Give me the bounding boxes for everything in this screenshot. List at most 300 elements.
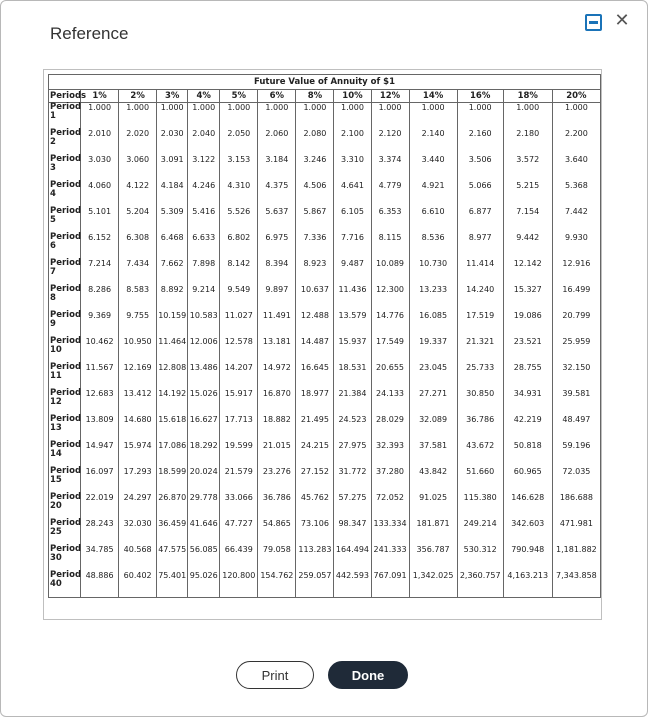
table-cell — [157, 181, 188, 207]
table-cell — [188, 467, 220, 493]
table-cell — [371, 259, 409, 285]
table-cell — [119, 467, 157, 493]
table-cell — [188, 415, 220, 441]
cell-value: 11.027 — [224, 311, 253, 320]
table-cell — [371, 233, 409, 259]
cell-value: 2.010 — [88, 129, 112, 138]
table-cell — [188, 337, 220, 363]
cell-value: 14.776 — [376, 311, 405, 320]
header-rate: 18% — [503, 90, 552, 103]
table-cell — [258, 311, 296, 337]
cell-value: 1.000 — [468, 103, 492, 112]
table-cell — [457, 259, 503, 285]
cell-value: 1,342.025 — [412, 571, 454, 580]
table-cell — [296, 103, 334, 130]
table-cell — [296, 571, 334, 598]
cell-value: 17.713 — [224, 415, 253, 424]
header-rate: 14% — [409, 90, 457, 103]
cell-value: 6.152 — [88, 233, 112, 242]
table-cell — [409, 259, 457, 285]
table-cell — [334, 493, 371, 519]
table-cell — [220, 415, 258, 441]
table-row — [49, 363, 601, 389]
cell-value: 18.599 — [158, 467, 187, 476]
row-label: Period 2 — [49, 129, 81, 155]
table-cell — [157, 155, 188, 181]
cell-value: 9.897 — [265, 285, 289, 294]
table-cell — [188, 311, 220, 337]
cell-value: 24.215 — [300, 441, 329, 450]
table-cell — [119, 129, 157, 155]
table-cell — [258, 441, 296, 467]
cell-value: 2.120 — [378, 129, 402, 138]
cell-value: 5.204 — [126, 207, 150, 216]
cell-value: 6.877 — [468, 207, 492, 216]
cell-value: 28.243 — [85, 519, 114, 528]
cell-value: 14.192 — [158, 389, 187, 398]
cell-value: 7.214 — [88, 259, 112, 268]
cell-value: 20.024 — [189, 467, 218, 476]
cell-value: 45.762 — [300, 493, 329, 502]
cell-value: 24.523 — [338, 415, 367, 424]
table-cell — [81, 233, 119, 259]
cell-value: 25.959 — [562, 337, 591, 346]
table-row — [49, 571, 601, 598]
cell-value: 60.965 — [513, 467, 542, 476]
table-cell — [119, 103, 157, 130]
cell-value: 3.374 — [378, 155, 402, 164]
table-cell — [457, 233, 503, 259]
table-caption: Future Value of Annuity of $1 — [49, 75, 601, 90]
table-cell — [188, 363, 220, 389]
table-cell — [334, 181, 371, 207]
table-cell — [371, 467, 409, 493]
cell-value: 4.310 — [227, 181, 251, 190]
table-cell — [188, 155, 220, 181]
table-cell — [457, 571, 503, 598]
table-cell — [457, 545, 503, 571]
cell-value: 1,181.882 — [556, 545, 597, 554]
table-cell — [503, 441, 552, 467]
cell-value: 36.786 — [466, 415, 495, 424]
header-rate: 1% — [81, 90, 119, 103]
minimize-button[interactable] — [585, 14, 602, 31]
cell-value: 34.931 — [513, 389, 542, 398]
table-cell — [258, 415, 296, 441]
table-cell — [371, 285, 409, 311]
cell-value: 23.045 — [419, 363, 448, 372]
table-cell — [503, 285, 552, 311]
table-cell — [220, 311, 258, 337]
table-cell — [258, 233, 296, 259]
cell-value: 5.066 — [468, 181, 492, 190]
cell-value: 2.100 — [341, 129, 364, 138]
table-cell — [457, 363, 503, 389]
table-cell — [457, 311, 503, 337]
cell-value: 12.300 — [376, 285, 405, 294]
table-cell — [157, 545, 188, 571]
cell-value: 20.799 — [562, 311, 591, 320]
table-cell — [409, 311, 457, 337]
cell-value: 16.870 — [262, 389, 291, 398]
table-cell — [503, 519, 552, 545]
table-cell — [457, 337, 503, 363]
cell-value: 32.393 — [376, 441, 405, 450]
table-row — [49, 493, 601, 519]
table-cell — [334, 103, 371, 130]
table-cell — [334, 571, 371, 598]
cell-value: 6.633 — [192, 233, 216, 242]
table-cell — [296, 337, 334, 363]
table-cell — [157, 493, 188, 519]
table-cell — [188, 259, 220, 285]
cell-value: 7.154 — [516, 207, 540, 216]
table-cell — [334, 545, 371, 571]
table-cell — [119, 207, 157, 233]
cell-value: 18.531 — [338, 363, 367, 372]
table-cell — [503, 389, 552, 415]
cell-value: 15.026 — [189, 389, 218, 398]
table-row — [49, 519, 601, 545]
cell-value: 530.312 — [463, 545, 497, 554]
cell-value: 91.025 — [419, 493, 448, 502]
header-rate: 20% — [552, 90, 600, 103]
cell-value: 442.593 — [335, 571, 370, 580]
table-cell — [409, 181, 457, 207]
header-rate: 10% — [334, 90, 371, 103]
table-cell — [457, 519, 503, 545]
cell-value: 12.683 — [85, 389, 114, 398]
row-label: Period 12 — [49, 389, 81, 415]
cell-value: 16.085 — [419, 311, 448, 320]
dialog-title: Reference — [50, 24, 129, 43]
table-cell — [81, 519, 119, 545]
cell-value: 32.030 — [123, 519, 152, 528]
cell-value: 4.375 — [265, 181, 289, 190]
table-cell — [552, 311, 600, 337]
cell-value: 72.035 — [562, 467, 591, 476]
table-cell — [81, 415, 119, 441]
cell-value: 3.506 — [468, 155, 492, 164]
cell-value: 19.337 — [419, 337, 448, 346]
table-cell — [119, 181, 157, 207]
cell-value: 6.308 — [126, 233, 150, 242]
table-cell — [296, 441, 334, 467]
table-cell — [503, 571, 552, 598]
table-cell — [296, 233, 334, 259]
cell-value: 767.091 — [373, 571, 407, 580]
cell-value: 12.488 — [300, 311, 329, 320]
table-cell — [503, 103, 552, 130]
table-cell — [409, 285, 457, 311]
cell-value: 6.468 — [160, 233, 184, 242]
cell-value: 10.462 — [85, 337, 114, 346]
cell-value: 75.401 — [158, 571, 187, 580]
cell-value: 10.637 — [300, 285, 329, 294]
cell-value: 2.160 — [468, 129, 492, 138]
row-label: Period 13 — [49, 415, 81, 441]
row-label: Period 6 — [49, 233, 81, 259]
table-cell — [552, 467, 600, 493]
table-cell — [457, 207, 503, 233]
cell-value: 3.640 — [564, 155, 588, 164]
table-cell — [409, 155, 457, 181]
table-cell — [157, 285, 188, 311]
table-row — [49, 389, 601, 415]
cell-value: 16.627 — [189, 415, 218, 424]
table-cell — [119, 363, 157, 389]
table-cell — [371, 311, 409, 337]
cell-value: 13.181 — [262, 337, 291, 346]
table-cell — [296, 545, 334, 571]
cell-value: 7.336 — [303, 233, 327, 242]
cell-value: 3.060 — [126, 155, 150, 164]
table-cell — [258, 363, 296, 389]
table-cell — [334, 415, 371, 441]
print-button[interactable]: Print — [236, 661, 314, 689]
table-row — [49, 155, 601, 181]
table-cell — [371, 337, 409, 363]
cell-value: 59.196 — [562, 441, 591, 450]
cell-value: 12.142 — [513, 259, 542, 268]
table-cell — [503, 467, 552, 493]
cell-value: 8.394 — [265, 259, 289, 268]
table-row — [49, 285, 601, 311]
table-cell — [296, 467, 334, 493]
table-cell — [220, 545, 258, 571]
row-label: Period 30 — [49, 545, 81, 571]
table-cell — [220, 363, 258, 389]
row-label: Period 25 — [49, 519, 81, 545]
cell-value: 19.086 — [513, 311, 542, 320]
header-rate: 6% — [258, 90, 296, 103]
cell-value: 8.583 — [126, 285, 150, 294]
close-button[interactable]: ✕ — [614, 10, 630, 30]
table-cell — [503, 155, 552, 181]
table-cell — [503, 337, 552, 363]
table-cell — [258, 389, 296, 415]
cell-value: 48.886 — [85, 571, 114, 580]
table-cell — [552, 129, 600, 155]
cell-value: 34.785 — [85, 545, 114, 554]
cell-value: 25.733 — [466, 363, 495, 372]
cell-value: 3.572 — [516, 155, 540, 164]
cell-value: 113.283 — [298, 545, 332, 554]
table-cell — [157, 389, 188, 415]
table-cell — [457, 285, 503, 311]
cell-value: 24.133 — [376, 389, 405, 398]
table-cell — [258, 519, 296, 545]
table-cell — [409, 545, 457, 571]
cell-value: 40.568 — [123, 545, 152, 554]
row-label: Period 4 — [49, 181, 81, 207]
cell-value: 23.276 — [262, 467, 291, 476]
cell-value: 4.779 — [378, 181, 402, 190]
cell-value: 259.057 — [298, 571, 332, 580]
table-cell — [296, 285, 334, 311]
cell-value: 36.786 — [262, 493, 291, 502]
table-cell — [552, 571, 600, 598]
table-cell — [503, 233, 552, 259]
cell-value: 17.519 — [466, 311, 495, 320]
header-rate: 4% — [188, 90, 220, 103]
cell-value: 14.207 — [224, 363, 253, 372]
table-cell — [81, 181, 119, 207]
cell-value: 5.637 — [265, 207, 289, 216]
cell-value: 7.716 — [341, 233, 364, 242]
header-rate: 5% — [220, 90, 258, 103]
table-cell — [503, 207, 552, 233]
table-cell — [119, 571, 157, 598]
cell-value: 342.603 — [511, 519, 545, 528]
row-label: Period 20 — [49, 493, 81, 519]
table-cell — [188, 389, 220, 415]
cell-value: 7.434 — [126, 259, 150, 268]
table-cell — [334, 207, 371, 233]
table-cell — [220, 441, 258, 467]
table-cell — [220, 181, 258, 207]
table-cell — [409, 441, 457, 467]
cell-value: 16.097 — [85, 467, 114, 476]
table-cell — [334, 259, 371, 285]
table-cell — [188, 545, 220, 571]
cell-value: 48.497 — [562, 415, 591, 424]
table-cell — [188, 571, 220, 598]
table-cell — [119, 389, 157, 415]
table-cell — [296, 181, 334, 207]
table-cell — [119, 311, 157, 337]
cell-value: 27.271 — [419, 389, 448, 398]
table-cell — [220, 207, 258, 233]
table-cell — [296, 129, 334, 155]
cell-value: 5.309 — [160, 207, 184, 216]
table-cell — [371, 363, 409, 389]
cell-value: 39.581 — [562, 389, 591, 398]
table-cell — [296, 519, 334, 545]
table-cell — [503, 311, 552, 337]
table-cell — [334, 441, 371, 467]
row-label: Period 5 — [49, 207, 81, 233]
table-cell — [258, 129, 296, 155]
cell-value: 27.152 — [300, 467, 329, 476]
cell-value: 36.459 — [158, 519, 187, 528]
cell-value: 2.200 — [564, 129, 588, 138]
cell-value: 12.916 — [562, 259, 591, 268]
table-row — [49, 337, 601, 363]
table-cell — [81, 103, 119, 130]
cell-value: 43.672 — [466, 441, 495, 450]
cell-value: 14.680 — [123, 415, 152, 424]
cell-value: 29.778 — [189, 493, 218, 502]
cell-value: 56.085 — [189, 545, 218, 554]
table-cell — [157, 571, 188, 598]
table-cell — [371, 181, 409, 207]
table-cell — [552, 545, 600, 571]
cell-value: 4.122 — [126, 181, 150, 190]
table-cell — [258, 285, 296, 311]
table-cell — [409, 337, 457, 363]
cell-value: 14.487 — [300, 337, 329, 346]
cell-value: 15.618 — [158, 415, 187, 424]
cell-value: 42.219 — [513, 415, 542, 424]
cell-value: 47.727 — [224, 519, 253, 528]
table-cell — [296, 493, 334, 519]
table-cell — [188, 441, 220, 467]
cell-value: 13.233 — [419, 285, 448, 294]
cell-value: 10.730 — [419, 259, 448, 268]
done-button[interactable]: Done — [328, 661, 408, 689]
cell-value: 10.089 — [376, 259, 405, 268]
cell-value: 28.029 — [376, 415, 405, 424]
table-cell — [188, 181, 220, 207]
cell-value: 181.871 — [416, 519, 450, 528]
cell-value: 43.842 — [419, 467, 448, 476]
cell-value: 8.923 — [303, 259, 327, 268]
cell-value: 18.882 — [262, 415, 291, 424]
table-cell — [409, 571, 457, 598]
cell-value: 1.000 — [378, 103, 402, 112]
row-label: Period 9 — [49, 311, 81, 337]
table-cell — [81, 129, 119, 155]
cell-value: 1.000 — [126, 103, 150, 112]
table-cell — [296, 415, 334, 441]
table-container — [43, 69, 602, 620]
table-cell — [81, 389, 119, 415]
table-cell — [371, 493, 409, 519]
cell-value: 10.583 — [189, 311, 218, 320]
table-cell — [552, 415, 600, 441]
table-cell — [220, 467, 258, 493]
table-cell — [188, 233, 220, 259]
cell-value: 4.184 — [160, 181, 184, 190]
table-cell — [220, 129, 258, 155]
cell-value: 9.487 — [341, 259, 364, 268]
cell-value: 95.026 — [189, 571, 218, 580]
cell-value: 8.977 — [468, 233, 492, 242]
cell-value: 6.105 — [341, 207, 364, 216]
cell-value: 50.818 — [513, 441, 542, 450]
table-cell — [457, 415, 503, 441]
cell-value: 5.416 — [192, 207, 216, 216]
cell-value: 47.575 — [158, 545, 187, 554]
cell-value: 12.006 — [189, 337, 218, 346]
table-cell — [457, 155, 503, 181]
cell-value: 4,163.213 — [507, 571, 549, 580]
cell-value: 4.246 — [192, 181, 216, 190]
table-cell — [457, 181, 503, 207]
cell-value: 3.091 — [160, 155, 184, 164]
cell-value: 1.000 — [421, 103, 445, 112]
cell-value: 164.494 — [335, 545, 370, 554]
table-cell — [296, 389, 334, 415]
table-cell — [81, 545, 119, 571]
cell-value: 2.030 — [160, 129, 184, 138]
table-cell — [552, 441, 600, 467]
cell-value: 3.310 — [341, 155, 364, 164]
table-cell — [334, 363, 371, 389]
table-cell — [552, 337, 600, 363]
table-cell — [409, 233, 457, 259]
cell-value: 13.486 — [189, 363, 218, 372]
cell-value: 13.809 — [85, 415, 114, 424]
table-cell — [81, 207, 119, 233]
cell-value: 51.660 — [466, 467, 495, 476]
table-cell — [371, 415, 409, 441]
cell-value: 9.214 — [192, 285, 216, 294]
table-cell — [371, 155, 409, 181]
table-cell — [457, 493, 503, 519]
table-cell — [409, 207, 457, 233]
